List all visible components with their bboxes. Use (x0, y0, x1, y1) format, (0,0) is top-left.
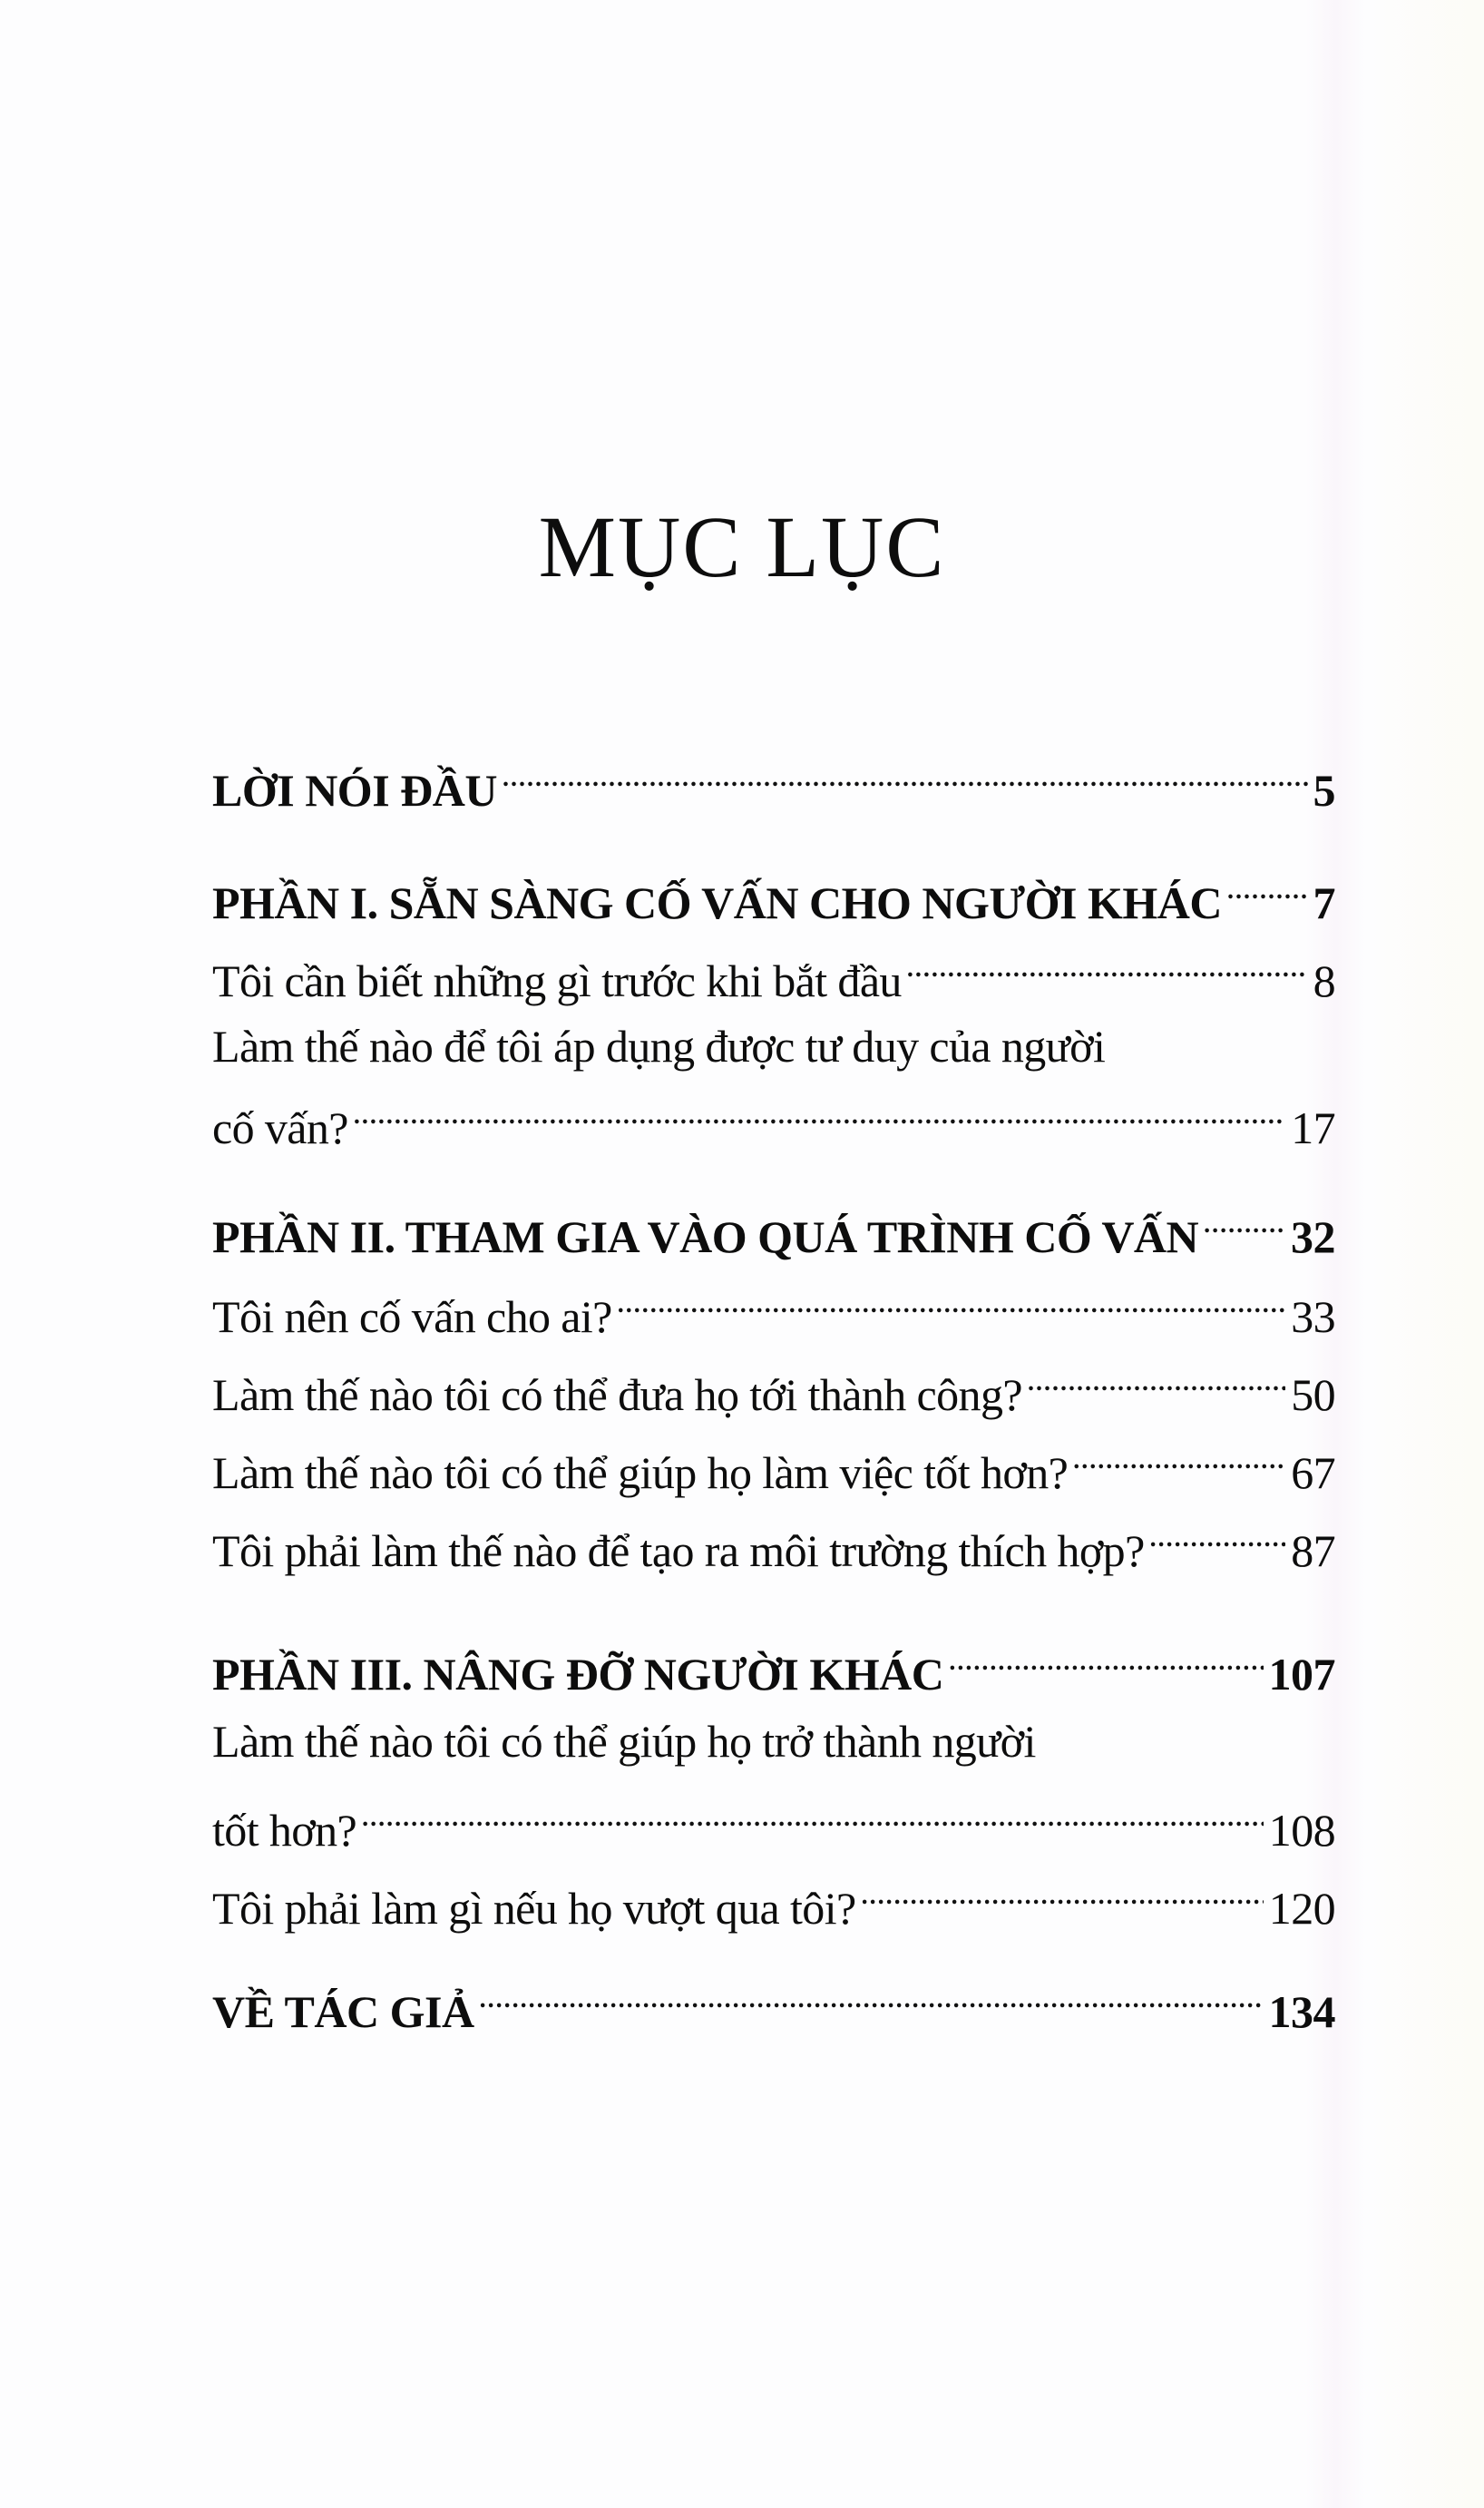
dot-leader (1204, 1189, 1285, 1252)
toc-label: Tôi phải làm thế nào để tạo ra môi trường thích hợp? (212, 1525, 1145, 1576)
toc-entry-chapter (212, 1347, 1335, 1420)
toc-entry-foreword (212, 742, 1335, 816)
dot-leader (1028, 1347, 1285, 1410)
toc-page-number: 8 (1313, 955, 1335, 1006)
toc-page-number: 7 (1313, 877, 1335, 928)
dot-leader (1150, 1503, 1286, 1566)
toc-entry-part-1 (212, 855, 1335, 928)
toc-page-number: 32 (1291, 1211, 1335, 1262)
toc-label: tốt hơn? (212, 1805, 357, 1856)
toc-label: PHẦN III. NÂNG ĐỠ NGƯỜI KHÁC (212, 1649, 944, 1700)
toc-page-number: 108 (1268, 1805, 1335, 1856)
toc-label-line1: Làm thế nào tôi có thể giúp họ trở thành người (212, 1716, 1036, 1767)
toc-page-number: 134 (1268, 1986, 1335, 2037)
dot-leader (1227, 855, 1307, 918)
toc-label: Tôi cần biết những gì trước khi bắt đầu (212, 955, 902, 1006)
toc-page-number: 33 (1291, 1291, 1335, 1342)
dot-leader (480, 1964, 1264, 2027)
page-title: MỤC LỤC (538, 498, 946, 595)
dot-leader (618, 1269, 1285, 1332)
dot-leader (503, 742, 1308, 806)
toc-page-number: 67 (1291, 1447, 1335, 1498)
toc-label: Làm thế nào tôi có thể giúp họ làm việc tốt hơn? (212, 1447, 1069, 1498)
dot-leader (354, 1080, 1285, 1143)
toc-label: PHẦN II. THAM GIA VÀO QUÁ TRÌNH CỐ VẤN (212, 1211, 1199, 1262)
toc-entry-chapter (212, 1503, 1335, 1576)
toc-entry-chapter (212, 1080, 1335, 1153)
toc-page-number: 87 (1291, 1525, 1335, 1576)
toc-entry-chapter (212, 1425, 1335, 1498)
toc-entry-chapter (212, 1782, 1335, 1856)
toc-label: LỜI NÓI ĐẦU (212, 765, 497, 816)
toc-entry-part-2 (212, 1189, 1335, 1262)
toc-label-line1: Làm thế nào để tôi áp dụng được tư duy của người (212, 1021, 1106, 1072)
toc-entry-chapter (212, 1860, 1335, 1934)
toc-label: Tôi nên cố vấn cho ai? (212, 1291, 612, 1342)
toc-entry-part-3 (212, 1626, 1335, 1700)
dot-leader (862, 1860, 1264, 1924)
toc-label: cố vấn? (212, 1102, 348, 1153)
toc-page-number: 5 (1313, 765, 1335, 816)
toc-label: VỀ TÁC GIẢ (212, 1986, 474, 2037)
dot-leader (949, 1626, 1263, 1690)
toc-entry-chapter (212, 933, 1335, 1006)
toc-entry-about-author (212, 1964, 1335, 2037)
toc-label: PHẦN I. SẴN SÀNG CỐ VẤN CHO NGƯỜI KHÁC (212, 877, 1223, 928)
toc-label: Tôi phải làm gì nếu họ vượt qua tôi? (212, 1883, 856, 1934)
dot-leader (362, 1782, 1264, 1846)
toc-page-number: 50 (1291, 1369, 1335, 1420)
toc-label: Làm thế nào tôi có thể đưa họ tới thành công? (212, 1369, 1022, 1420)
toc-page-number: 17 (1291, 1102, 1335, 1153)
dot-leader (907, 933, 1308, 996)
dot-leader (1073, 1425, 1285, 1488)
toc-page-number: 120 (1268, 1883, 1335, 1934)
toc-page-number: 107 (1268, 1649, 1335, 1700)
toc-entry-chapter (212, 1269, 1335, 1342)
